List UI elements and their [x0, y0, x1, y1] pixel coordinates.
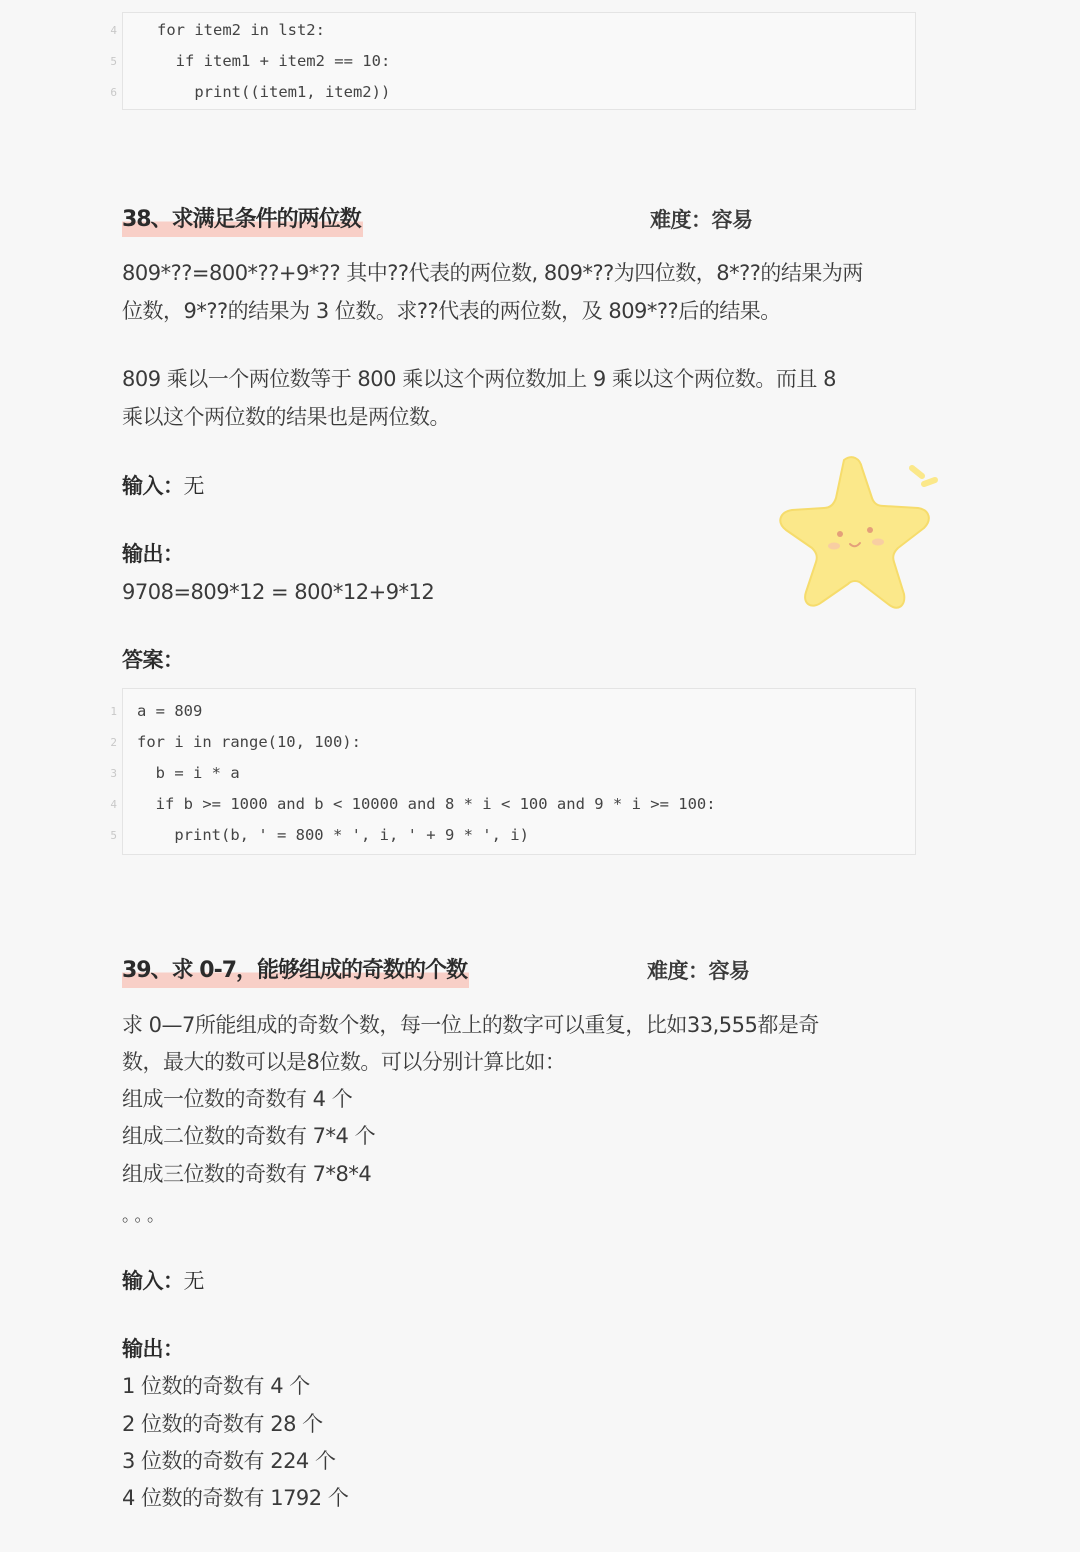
code-line	[110, 758, 915, 789]
q39-desc-line4: 组成二位数的奇数有 7*4 个	[122, 1124, 376, 1148]
code-block-q38	[110, 688, 916, 855]
star-eye	[867, 527, 873, 533]
q39-output-label-text: 输出：	[122, 1337, 184, 1361]
q39-title: 39、求 0-7，能够组成的奇数的个数	[122, 954, 469, 988]
line-number: 4	[110, 798, 117, 811]
q38-input	[122, 467, 204, 505]
q38-answer-label	[122, 641, 184, 679]
q39-output-label	[122, 1330, 184, 1368]
code-line	[110, 727, 915, 758]
code-text: if b >= 1000 and b < 10000 and 8 * i < 100 and 9 * i >= 100:	[137, 795, 716, 813]
line-number: 4	[110, 24, 117, 37]
q38-output-label	[122, 535, 184, 573]
line-number: 5	[110, 55, 117, 68]
q38-explain-line2: 乘以这个两位数的结果也是两位数。	[122, 405, 450, 429]
q39-desc-line2: 数，最大的数可以是8位数。可以分别计算比如：	[122, 1050, 566, 1074]
q38-output-label-text: 输出：	[122, 542, 184, 566]
line-number: 5	[110, 829, 117, 842]
q39-output-line: 2 位数的奇数有 28 个	[122, 1412, 323, 1436]
code-line	[110, 77, 915, 108]
line-number: 6	[110, 86, 117, 99]
star-sticker-icon	[772, 452, 948, 616]
q39-desc-line3: 组成一位数的奇数有 4 个	[122, 1087, 353, 1111]
q39-desc-line6: 。。。	[122, 1206, 168, 1226]
q38-output-value: 9708=809*12 = 800*12+9*12	[122, 580, 435, 604]
code-text: print((item1, item2))	[157, 83, 391, 101]
q38-explain-line1: 809 乘以一个两位数等于 800 乘以这个两位数加上 9 乘以这个两位数。而且 8	[122, 367, 836, 391]
code-text: for item2 in lst2:	[157, 21, 325, 39]
q38-answer-label-text: 答案：	[122, 648, 184, 672]
code-text: b = i * a	[137, 764, 240, 782]
q38-input-label: 输入：	[122, 474, 184, 498]
q39-difficulty: 难度：容易	[647, 959, 750, 983]
q38-input-value: 无	[183, 474, 204, 498]
code-line	[110, 789, 915, 820]
q39-output-line: 1 位数的奇数有 4 个	[122, 1374, 310, 1398]
line-number: 3	[110, 767, 117, 780]
code-text: if item1 + item2 == 10:	[157, 52, 391, 70]
q39-input	[122, 1262, 204, 1300]
q39-desc-line5: 组成三位数的奇数有 7*8*4	[122, 1162, 372, 1186]
q38-difficulty: 难度：容易	[650, 208, 753, 232]
q39-input-label: 输入：	[122, 1269, 184, 1293]
star-eye	[837, 531, 843, 537]
q38-desc-line1: 809*??=800*??+9*?? 其中??代表的两位数, 809*??为四位数，8*??的结果为两	[122, 261, 863, 285]
line-number: 1	[110, 705, 117, 718]
q39-input-value: 无	[183, 1269, 204, 1293]
code-block-top	[110, 12, 916, 110]
code-line	[110, 46, 915, 77]
q38-desc-line2: 位数，9*??的结果为 3 位数。求??代表的两位数，及 809*??后的结果。	[122, 299, 781, 323]
q39-output-line: 4 位数的奇数有 1792 个	[122, 1486, 349, 1510]
code-line	[110, 820, 915, 851]
q39-output-line: 3 位数的奇数有 224 个	[122, 1449, 336, 1473]
code-text: print(b, ' = 800 * ', i, ' + 9 * ', i)	[137, 826, 529, 844]
line-number: 2	[110, 736, 117, 749]
code-line	[110, 696, 915, 727]
q38-title: 38、求满足条件的两位数	[122, 203, 363, 237]
code-text: for i in range(10, 100):	[137, 733, 361, 751]
code-text: a = 809	[137, 702, 203, 720]
code-line	[110, 15, 915, 46]
q39-desc-line1: 求 0—7所能组成的奇数个数，每一位上的数字可以重复，比如33,555都是奇	[122, 1013, 819, 1037]
